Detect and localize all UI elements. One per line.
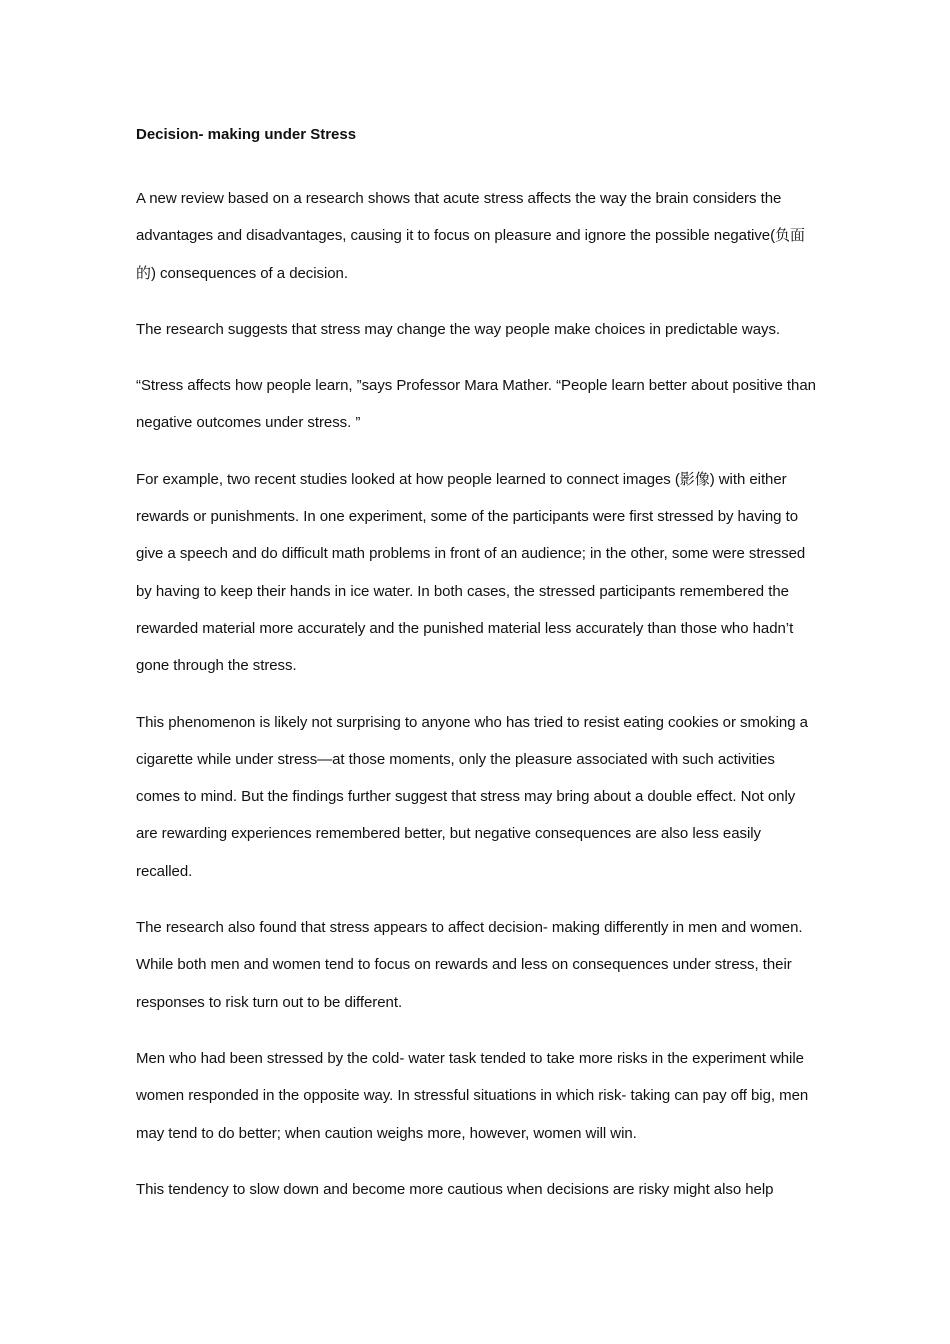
paragraph-1: A new review based on a research shows that acute stress affects the way the brain considers the advantages and disadvantages, causing it to focus on pleasure and ignore the possible negative(负面的) consequences of a decision. bbox=[136, 190, 805, 282]
paragraph-4: For example, two recent studies looked at how people learned to connect images (影像) with either rewards or punishments. In one experiment, some of the participants were first stressed by having to give a speech and do difficult math problems in front of an audience; in the other, some were stressed by having to keep their hands in ice water. In both cases, the stressed participants remembered the rewarded material more accurately and the punished material less accurately than those who hadn’t gone through the stress. bbox=[136, 470, 806, 675]
paragraph-5: This phenomenon is likely not surprising to anyone who has tried to resist eating cookies or smoking a cigarette while under stress—at those moments, only the pleasure associated with such activities comes to mind. But the findings further suggest that stress may bring about a double effect. Not only are rewarding experiences remembered better, but negative consequences are also less easily recalled. bbox=[136, 713, 808, 880]
paragraph-8: This tendency to slow down and become more cautious when decisions are risky might also help bbox=[136, 1180, 774, 1198]
paragraph-3: “Stress affects how people learn, ”says Professor Mara Mather. “People learn better about positive than negative outcomes under stress. ” bbox=[136, 377, 816, 432]
paragraph-6: The research also found that stress appears to affect decision- making differently in men and women. While both men and women tend to focus on rewards and less on consequences under stress, their responses to risk turn out to be different. bbox=[136, 919, 803, 1011]
paragraph-7: Men who had been stressed by the cold- water task tended to take more risks in the experiment while women responded in the opposite way. In stressful situations in which risk- taking can pay off big, men may tend to do better; when caution weighs more, however, women will win. bbox=[136, 1049, 809, 1142]
document-body bbox=[136, 124, 818, 1227]
document-title: Decision- making under Stress bbox=[136, 126, 357, 143]
paragraph-2: The research suggests that stress may change the way people make choices in predictable ways. bbox=[136, 320, 781, 338]
